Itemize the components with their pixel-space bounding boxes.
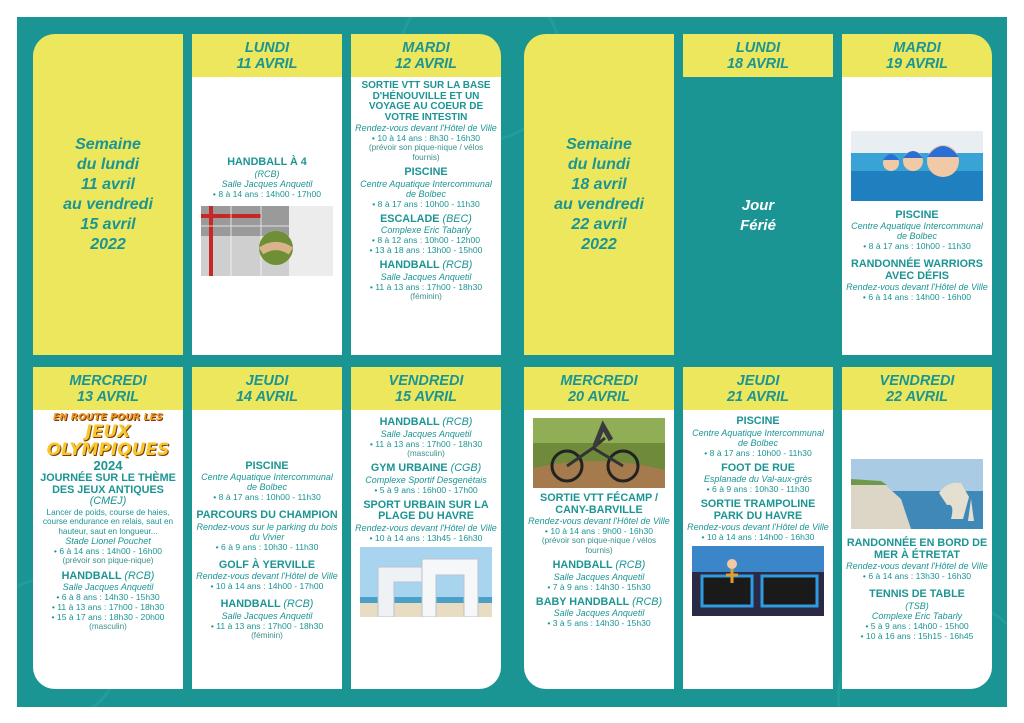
jeux-olympiques-logo: EN ROUTE POUR LES JEUX OLYMPIQUES (46, 412, 170, 460)
event-sortie-vtt-fecamp: SORTIE VTT FÉCAMP / CANY-BARVILLE Rendez-vous devant l'Hôtel de Ville • 10 à 14 ans : 9h00 - 16h30 (prévoir son pique-nique / vélos fournis) (528, 492, 670, 555)
week1-label: Semaine du lundi 11 avril au vendredi 15 avril 2022 (33, 34, 183, 355)
event-piscine: PISCINE Centre Aquatique Intercommunal de Bolbec • 8 à 17 ans : 10h00 - 11h30 (360, 166, 492, 209)
event-randonnee-warriors: RANDONNÉE WARRIORS AVEC DÉFIS Rendez-vous devant l'Hôtel de Ville • 6 à 14 ans : 14h00 - 16h00 (846, 258, 988, 303)
day-mercredi-13: MERCREDI 13 AVRIL EN ROUTE POUR LES JEUX OLYMPIQUES 2024 JOURNÉE SUR LE THÈME DES JEUX ANTIQUES (CMEJ) Lancer de poids, course de haies, course endurance en relais, saut en hauteur, saut en longueur... Stade Lionel Pouchet • 6 à 14 ans : 14h00 - 16h00 (prévoir son pique-nique) HANDBALL (RCB) Salle Jacques Anquetil • 6 à 8 ans : 14h30 - 15h30 • 11 à 13 ans : 17h00 - 18h30 • 15 à 17 ans : 18h30 - 20h00 (masculin) (33, 367, 183, 689)
event-handball: HANDBALL (RCB) Salle Jacques Anquetil • 11 à 13 ans : 17h00 - 18h30 (masculin) (369, 416, 483, 458)
event-handball-a-4: HANDBALL À 4 (RCB) Salle Jacques Anquetil • 8 à 14 ans : 14h00 - 17h00 (212, 156, 322, 199)
day-vendredi-22 (842, 367, 992, 689)
day-header: LUNDI 11 AVRIL (192, 34, 342, 77)
beach-sculpture-photo (360, 547, 492, 617)
event-handball: HANDBALL (RCB) Salle Jacques Anquetil • 11 à 13 ans : 17h00 - 18h30 (féminin) (369, 259, 483, 301)
schedule-frame (17, 17, 1007, 707)
event-baby-handball: BABY HANDBALL (RCB) Salle Jacques Anquetil • 3 à 5 ans : 14h30 - 15h30 (535, 595, 663, 628)
event-gym-urbaine: GYM URBAINE (CGB) Complexe Sportif Desgenétais • 5 à 9 ans : 16h00 - 17h00 (365, 462, 487, 495)
day-header: JEUDI 21 AVRIL (683, 367, 833, 410)
event-handball: HANDBALL (RCB) Salle Jacques Anquetil • 7 à 9 ans : 14h30 - 15h30 (547, 559, 651, 592)
day-header: MARDI 19 AVRIL (842, 34, 992, 77)
event-randonnee-etretat: RANDONNÉE EN BORD DE MER À ÉTRETAT Rendez-vous devant l'Hôtel de Ville • 6 à 14 ans : 13h30 - 16h30 (846, 537, 988, 582)
event-piscine: PISCINE Centre Aquatique Intercommunal de Bolbec • 8 à 17 ans : 10h00 - 11h30 (692, 415, 824, 458)
event-tennis-de-table: TENNIS DE TABLE (TSB) Complexe Eric Tabarly • 5 à 9 ans : 14h00 - 15h00 • 10 à 16 ans : 15h15 - 16h45 (860, 588, 974, 641)
swimming-photo (851, 131, 983, 201)
event-parcours-champion: PARCOURS DU CHAMPION Rendez-vous sur le parking du bois du Vivier • 6 à 9 ans : 10h30 - 11h30 (196, 509, 338, 552)
event-escalade: ESCALADE (BEC) Complexe Eric Tabarly • 8 à 12 ans : 10h00 - 12h00 • 13 à 18 ans : 13h00 - 15h00 (369, 212, 483, 255)
day-lundi-18 (683, 34, 833, 355)
event-sport-urbain: SPORT URBAIN SUR LA PLAGE DU HAVRE Rendez-vous devant l'Hôtel de Ville • 10 à 14 ans : 13h45 - 16h30 (355, 498, 497, 543)
day-header: MERCREDI 13 AVRIL (33, 367, 183, 410)
day-mercredi-20 (524, 367, 674, 689)
day-jeudi-21 (683, 367, 833, 689)
day-mardi-19 (842, 34, 992, 355)
week2-label: Semaine du lundi 18 avril au vendredi 22 avril 2022 (524, 34, 674, 355)
day-header: LUNDI 18 AVRIL (683, 34, 833, 77)
handball-photo (201, 206, 333, 276)
day-header: MARDI 12 AVRIL (351, 34, 501, 77)
event-foot-de-rue: FOOT DE RUE Esplanade du Val-aux-grès • 6 à 9 ans : 10h30 - 11h30 (703, 461, 813, 494)
day-header: JEUDI 14 AVRIL (192, 367, 342, 410)
trampoline-photo (692, 546, 824, 616)
day-vendredi-15 (351, 367, 501, 689)
event-piscine: PISCINE Centre Aquatique Intercommunal de Bolbec • 8 à 17 ans : 10h00 - 11h30 (201, 459, 333, 503)
event-trampoline-park: SORTIE TRAMPOLINE PARK DU HAVRE Rendez-vous devant l'Hôtel de Ville • 10 à 14 ans : 14h00 - 16h30 (687, 498, 829, 542)
event-golf-yerville: GOLF À YERVILLE Rendez-vous devant l'Hôtel de Ville • 10 à 14 ans : 14h00 - 17h00 (196, 558, 338, 592)
day-header: MERCREDI 20 AVRIL (524, 367, 674, 410)
jour-ferie: Jour Férié (683, 77, 833, 355)
event-handball: HANDBALL (RCB) Salle Jacques Anquetil • 6 à 8 ans : 14h30 - 15h30 • 11 à 13 ans : 17h00 - 18h30 • 15 à 17 ans : 18h30 - 20h00 (masculin) (51, 569, 165, 631)
day-header: VENDREDI 22 AVRIL (842, 367, 992, 410)
event-handball: HANDBALL (RCB) Salle Jacques Anquetil • 11 à 13 ans : 17h00 - 18h30 (féminin) (210, 598, 324, 640)
day-jeudi-14 (192, 367, 342, 689)
day-mardi-12 (351, 34, 501, 355)
event-piscine: PISCINE Centre Aquatique Intercommunal de Bolbec • 8 à 17 ans : 10h00 - 11h30 (851, 208, 983, 252)
day-header: VENDREDI 15 AVRIL (351, 367, 501, 410)
event-sortie-vtt-henouville: SORTIE VTT SUR LA BASE D'HÉNOUVILLE ET UN VOYAGE AU COEUR DE VOTRE INTESTIN Rendez-vous devant l'Hôtel de Ville • 10 à 14 ans : 8h30 - 16h30 (prévoir son pique-nique / vélos fournis) (355, 80, 497, 162)
day-lundi-11 (192, 34, 342, 355)
etretat-cliffs-photo (851, 459, 983, 529)
mountain-bike-photo (533, 418, 665, 488)
event-journee-jeux-antiques: JOURNÉE SUR LE THÈME DES JEUX ANTIQUES (CMEJ) Lancer de poids, course de haies, course endurance en relais, saut en hauteur, saut en longueur... Stade Lionel Pouchet • 6 à 14 ans : 14h00 - 16h00 (prévoir son pique-nique) (40, 472, 176, 565)
